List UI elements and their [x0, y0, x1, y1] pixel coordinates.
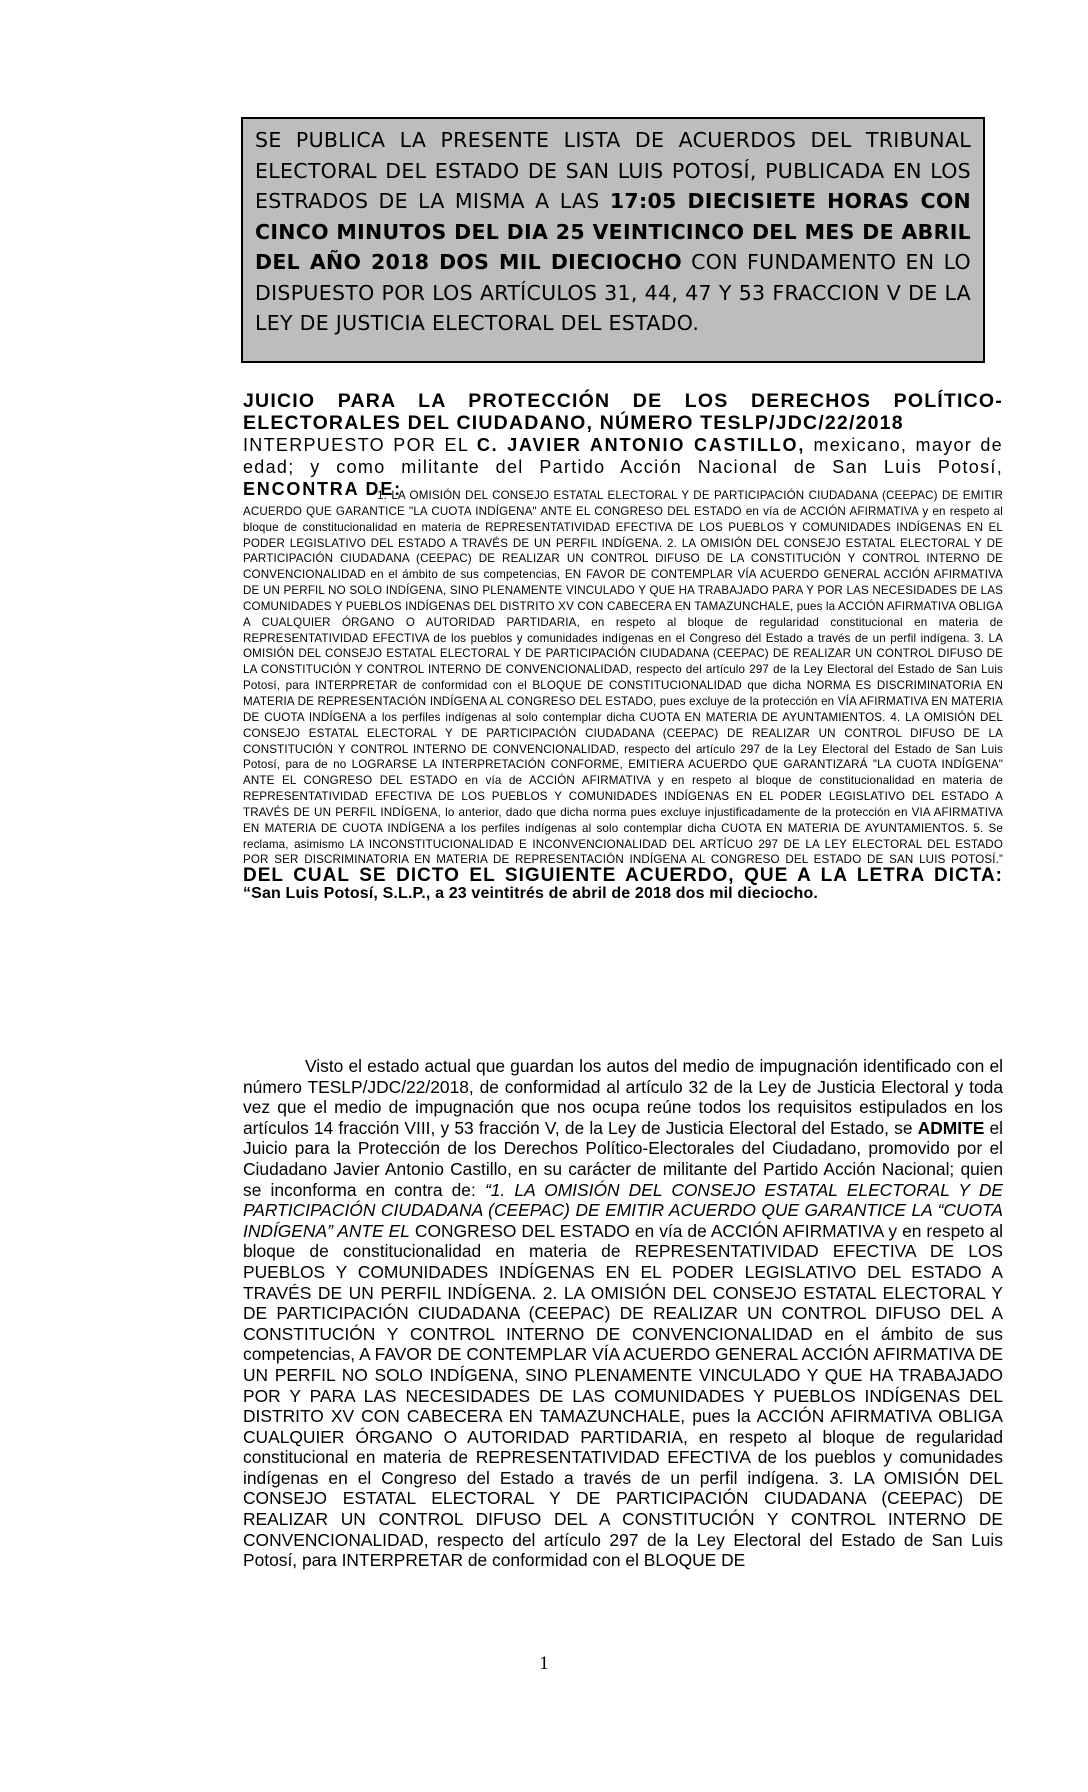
plaintiff-name: C. JAVIER ANTONIO CASTILLO,: [476, 435, 806, 455]
filed-by-prefix: INTERPUESTO POR EL: [243, 435, 477, 455]
agreement-date: “San Luis Potosí, S.L.P., a 23 veintitrés de abril de 2018 dos mil dieciocho.: [243, 885, 818, 903]
notice-outro: CON FUNDAMENTO EN LO DISPUESTO POR LOS ARTÍCULOS 31, 44, 47 Y 53 FRACCION V DE LA LEY DE JUSTICIA ELECTORAL DEL ESTADO.: [255, 250, 971, 335]
plaintiff-description: mexicano, mayor de edad; y como militante del Partido Acción Nacional de San Luis Potosí,: [243, 435, 1003, 477]
admite-keyword: ADMITE: [917, 1117, 985, 1138]
notice-datetime: 17:05 DIECISIETE HORAS CON CINCO MINUTOS DEL DIA 25 VEINTICINCO DEL MES DE ABRIL DEL AÑO 2018 DOS MIL DIECIOCHO: [255, 189, 971, 274]
against-label: ENCONTRA DE:: [243, 479, 402, 499]
publication-notice-box: [241, 117, 985, 363]
page-number: 1: [539, 1653, 549, 1674]
body-part-3: CONGRESO DEL ESTADO en vía de ACCIÓN AFIRMATIVA y en respeto al bloque de constitucionalidad en materia de REPRESENTATIVIDAD EFECTIVA DE LOS PUEBLOS Y COMUNIDADES INDÍGENAS EN EL PODER LEGISLATIVO DEL ESTADO A TRAVÉS DE UN PERFIL INDÍGENA. 2. LA OMISIÓN DEL CONSEJO ESTATAL ELECTORAL Y DE PARTICIPACIÓN CIUDADANA (CEEPAC) DE REALIZAR UN CONTROL DIFUSO DEL A CONSTITUCIÓN Y CONTROL INTERNO DE CONVENCIONALIDAD en el ámbito de sus competencias, A FAVOR DE CONTEMPLAR VÍA ACUERDO GENERAL ACCIÓN AFIRMATIVA DE UN PERFIL NO SOLO INDÍGENA, SINO PLENAMENTE VINCULADO Y QUE HA TRABAJADO POR Y PARA LAS NECESIDADES DE LAS COMUNIDADES Y PUEBLOS INDÍGENAS DEL DISTRITO XV CON CABECERA EN TAMAZUNCHALE, pues la ACCIÓN AFIRMATIVA OBLIGA CUALQUIER ÓRGANO O AUTORIDAD PARTIDARIA, en respeto al bloque de regularidad constitucional en materia de REPRESENTATIVIDAD EFECTIVA de los pueblos y comunidades indígenas en el Congreso del Estado a través de un perfil indígena. 3. LA OMISIÓN DEL CONSEJO ESTATAL ELECTORAL Y DE PARTICIPACIÓN CIUDADANA (CEEPAC) DE REALIZAR UN CONTROL DIFUSO DEL A CONSTITUCIÓN Y CONTROL INTERNO DE CONVENCIONALIDAD, respecto del artículo 297 de la Ley Electoral del Estado de San Luis Potosí, para INTERPRETAR de conformidad con el BLOQUE DE: [243, 1220, 1003, 1571]
body-italic-quote: “1. LA OMISIÓN DEL CONSEJO ESTATAL ELECTORAL Y DE PARTICIPACIÓN CIUDADANA (CEEPAC) DE EMITIR ACUERDO QUE GARANTICE LA “CUOTA INDÍGENA” ANTE EL: [243, 1179, 1004, 1241]
body-part-2: el Juicio para la Protección de los Derechos Político-Electorales del Ciudadano, promovido por el Ciudadano Javier Antonio Castillo, en su carácter de militante del Partido Acción Nacional; quien se inconforma en contra de:: [243, 1117, 1003, 1200]
notice-intro: SE PUBLICA LA PRESENTE LISTA DE ACUERDOS DEL TRIBUNAL ELECTORAL DEL ESTADO DE SAN LUIS POTOSÍ, PUBLICADA EN LOS ESTRADOS DE LA MISMA A LAS: [255, 128, 971, 213]
case-heading: JUICIO PARA LA PROTECCIÓN DE LOS DERECHOS POLÍTICO-ELECTORALES DEL CIUDADANO, NÚMERO TESLP/JDC/22/2018: [243, 390, 1003, 434]
case-claims: [243, 488, 1003, 903]
body-part-1: Visto el estado actual que guardan los autos del medio de impugnación identificado con el número TESLP/JDC/22/2018, de conformidad al artículo 32 de la Ley de Justicia Electoral y toda vez que el medio de impugnación que nos ocupa reúne todos los requisitos estipulados en los artículos 14 fracción VIII, y 53 fracción V, de la Ley de Justicia Electoral del Estado, se: [243, 1056, 1003, 1138]
claims-text: “1. LA OMISIÓN DEL CONSEJO ESTATAL ELECTORAL Y DE PARTICIPACIÓN CIUDADANA (CEEPAC) DE EMITIR ACUERDO QUE GARANTICE "LA CUOTA INDÍGENA" ANTE EL CONGRESO DEL ESTADO en vía de ACCIÓN AFIRMATIVA y en respeto al bloque de constitucionalidad en materia de REPRESENTATIVIDAD EFECTIVA DE LOS PUEBLOS Y COMUNIDADES INDÍGENAS EN EL PODER LEGISLATIVO DEL ESTADO A TRAVÉS DE UN PERFIL INDÍGENA. 2. LA OMISIÓN DEL CONSEJO ESTATAL ELECTORAL Y DE PARTICIPACIÓN CIUDADANA (CEEPAC) DE REALIZAR UN CONTROL DIFUSO DE LA CONSTITUCIÓN Y CONTROL INTERNO DE CONVENCIONALIDAD en el ámbito de sus competencias, EN FAVOR DE CONTEMPLAR VÍA ACUERDO GENERAL ACCIÓN AFIRMATIVA DE UN PERFIL NO SOLO INDÍGENA, SINO PLENAMENTE VINCULADO Y QUE HA TRABAJADO PARA Y POR LAS NECESIDADES DE LAS COMUNIDADES Y PUEBLOS INDÍGENAS DEL DISTRITO XV CON CABECERA EN TAMAZUNCHALE, pues la ACCIÓN AFIRMATIVA OBLIGA A CUALQUIER ÓRGANO O AUTORIDAD PARTIDARIA, en respeto al bloque de regularidad constitucional en materia de REPRESENTATIVIDAD EFECTIVA de los pueblos y comunidades indígenas en el Congreso del Estado a través de un perfil indígena. 3. LA OMISIÓN DEL CONSEJO ESTATAL ELECTORAL Y DE PARTICIPACIÓN CIUDADANA (CEEPAC) DE REALIZAR UN CONTROL DIFUSO DE LA CONSTITUCIÓN Y CONTROL INTERNO DE CONVENCIONALIDAD, respecto del artículo 297 de la Ley Electoral del Estado de San Luis Potosí, para INTERPRETAR de conformidad con el BLOQUE DE CONSTITUCIONALIDAD que dicha NORMA ES DISCRIMINATORIA EN MATERIA DE REPRESENTACIÓN INDÍGENA AL CONGRESO DEL ESTADO, pues excluye de la protección en VÍA AFIRMATIVA EN MATERIA DE CUOTA INDÍGENA a los perfiles indígenas al solo contemplar dicha CUOTA EN MATERIA DE AYUNTAMIENTOS. 4. LA OMISIÓN DEL CONSEJO ESTATAL ELECTORAL Y DE PARTICIPACIÓN CIUDADANA (CEEPAC) DE REALIZAR UN CONTROL DIFUSO DE LA CONSTITUCIÓN Y CONTROL INTERNO DE CONVENCIONALIDAD, respecto del artículo 297 de la Ley Electoral del Estado de San Luis Potosí, para de no LOGRARSE LA INTERPRETACIÓN CONFORME, EMITIERA ACUERDO QUE GARANTIZARÁ "LA CUOTA INDÍGENA" ANTE EL CONGRESO DEL ESTADO en vía de ACCIÓN AFIRMATIVA y en respeto al bloque de constitucionalidad en materia de REPRESENTATIVIDAD EFECTIVA DE LOS PUEBLOS Y COMUNIDADES INDÍGENAS EN EL PODER LEGISLATIVO DEL ESTADO A TRAVÉS DE UN PERFIL INDÍGENA, lo anterior, dado que dicha norma pues excluye injustificadamente de la protección en VIA AFIRMATIVA EN MATERIA DE CUOTA INDÍGENA a los perfiles indígenas al solo contemplar dicha CUOTA EN MATERIA DE AYUNTAMIENTOS. 5. Se reclama, asimismo LA INCONSTITUCIONALIDAD E INCONVENCIONALIDAD DEL ARTÍCUO 297 DE LA LEY ELECTORAL DEL ESTADO POR SER DISCRIMINATORIA EN MATERIA DE REPRESENTACIÓN INDÍGENA AL CONGRESO DEL ESTADO DE SAN LUIS POTOSÍ.”: [243, 489, 1003, 867]
agreement-body: [243, 1056, 1003, 1571]
agreement-label: DEL CUAL SE DICTO EL SIGUIENTE ACUERDO, QUE A LA LETRA DICTA:: [243, 865, 1003, 887]
